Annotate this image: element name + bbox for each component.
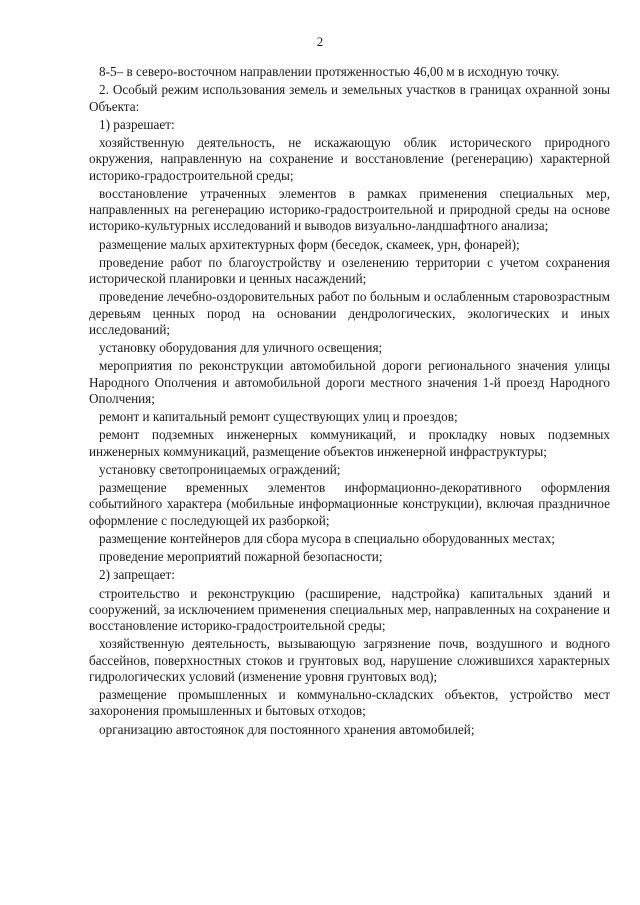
list-item: размещение малых архитектурных форм (беседок, скамеек, урн, фонарей); [99,236,520,252]
list-item: размещение контейнеров для сбора мусора в специально оборудованных местах; [99,530,555,546]
list-item: строительство и реконструкцию (расширение, надстройка) капитальных зданий и сооружений, за исключением применения специальных мер, направленных на сохранение и восстановление историко-градостроительной среды; [89,585,610,633]
paragraph-section-2-heading: 2. Особый режим использования земель и земельных участков в границах охранной зоны Объекта: [89,82,610,114]
list-item: установку светопроницаемых ограждений; [99,461,341,477]
list-item: проведение работ по благоустройству и озеленению территории с учетом сохранения исторической планировки и ценных насаждений; [89,254,610,286]
list-item: ремонт подземных инженерных коммуникаций, и прокладку новых подземных инженерных коммуникаций, размещение объектов инженерной инфраструктуры; [89,427,610,459]
list-item: установку оборудования для уличного освещения; [99,340,383,355]
list-item: мероприятия по реконструкции автомобильной дороги регионального значения улицы Народного Ополчения и автомобильной дороги местного значения 1-й проезд Народного Ополчения; [89,358,610,406]
list-item: размещение промышленных и коммунально-складских объектов, устройство мест захоронения промышленных и бытовых отходов; [89,687,610,719]
paragraph-prohibits-heading: 2) запрещает: [99,567,175,583]
paragraph-point-8-5: 8-5– в северо-восточном направлении протяженностью 46,00 м в исходную точку. [99,64,560,79]
list-item: организацию автостоянок для постоянного хранения автомобилей; [99,721,475,737]
list-item: проведение мероприятий пожарной безопасности; [99,549,383,564]
list-item: размещение временных элементов информационно-декоративного оформления событийного характера (мобильные информационные конструкции), включая праздничное оформление с последующей их разборкой; [89,480,610,528]
list-item: восстановление утраченных элементов в рамках применения специальных мер, направленных на регенерацию историко-градостроительной и природной среды на основе историко-культурных исследований и выводов визуально-ландшафтного анализа; [89,185,610,234]
list-item: проведение лечебно-оздоровительных работ по больным и ослабленным старовозрастным деревьям ценных пород на основании дендрологических, экологических и иных исследований; [89,289,610,337]
list-item: хозяйственную деятельность, не искажающую облик исторического природного окружения, направленную на сохранение и восстановление (регенерацию) характерной историко-градостроительной среды; [89,135,610,183]
document-body [89,64,610,740]
page-number: 2 [316,34,324,49]
list-item: хозяйственную деятельность, вызывающую загрязнение почв, воздушного и водного бассейнов, поверхностных стоков и грунтовых вод, нарушение сложившихся характерных гидрологических условий (изменение уровня грунтовых вод); [89,636,610,684]
list-item: ремонт и капитальный ремонт существующих улиц и проездов; [99,409,458,424]
paragraph-permits-heading: 1) разрешает: [99,116,175,132]
